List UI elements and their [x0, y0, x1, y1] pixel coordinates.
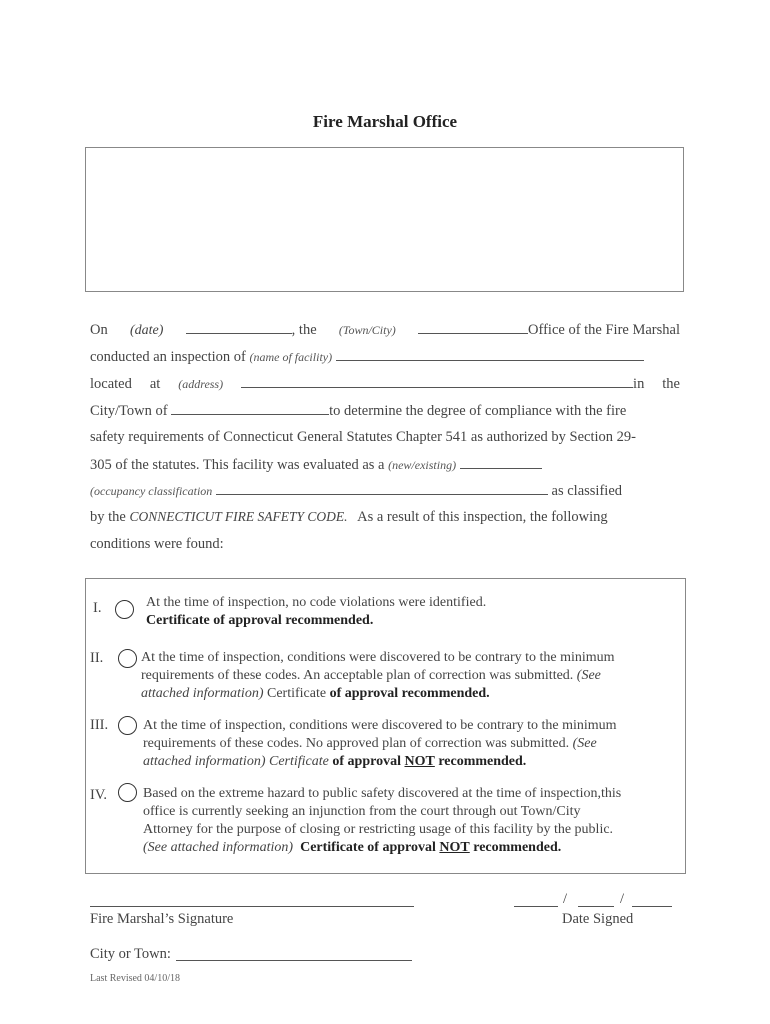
option-4-not: NOT	[439, 840, 470, 855]
option-1-numeral: I.	[93, 600, 102, 616]
intro-line-1	[90, 321, 680, 339]
option-3-approval: of approval	[332, 754, 401, 769]
date-slash-2: /	[620, 891, 625, 907]
option-1-radio[interactable]	[115, 600, 134, 619]
located-label: located	[90, 376, 132, 392]
town-field[interactable]	[418, 321, 528, 334]
option-4-see: (See attached information)	[143, 840, 294, 855]
determine-text: to determine the degree of compliance with the fire	[329, 403, 627, 419]
new-existing-hint: (new/existing)	[388, 458, 457, 472]
town-hint: (Town/City)	[338, 323, 396, 337]
date-day-field[interactable]	[578, 906, 614, 907]
intro-line-7	[90, 482, 680, 500]
option-4-numeral: IV.	[90, 787, 108, 803]
option-2-radio[interactable]	[118, 649, 137, 668]
option-2-recommended: of approval recommended.	[329, 686, 490, 701]
at-label: at	[149, 376, 161, 392]
option-4-text	[143, 785, 621, 857]
option-3-radio[interactable]	[118, 716, 137, 735]
intro-line-3	[90, 375, 680, 393]
option-3-text	[143, 717, 617, 771]
option-2-line-2	[141, 667, 615, 685]
option-3-line-2-text: requirements of these codes. No approved plan of correction was submitted.	[143, 736, 570, 751]
date-signed-label: Date Signed	[562, 911, 634, 927]
header-box	[85, 147, 684, 292]
option-4-radio[interactable]	[118, 783, 137, 802]
occupancy-hint: (occupancy classification	[90, 484, 213, 498]
code-name: CONNECTICUT FIRE SAFETY CODE.	[129, 509, 348, 524]
option-2-attached: attached information)	[141, 686, 264, 701]
option-4-line-3: Attorney for the purpose of closing or restricting usage of this facility by the public.	[143, 822, 614, 837]
evaluated-text: 305 of the statutes. This facility was evaluated as a	[90, 457, 385, 473]
marshal-signature-field[interactable]	[90, 906, 414, 907]
option-1-line-2: Certificate of approval recommended.	[146, 613, 374, 628]
intro-line-8	[90, 509, 680, 526]
occupancy-field[interactable]	[216, 482, 548, 495]
option-2-line-3	[141, 685, 615, 703]
intro-line-6	[90, 456, 680, 474]
option-2-numeral: II.	[90, 650, 104, 666]
option-3-numeral: III.	[90, 717, 109, 733]
option-3-see: (See	[572, 736, 597, 751]
conducted-text: conducted an inspection of	[90, 349, 246, 365]
by-text: by the	[90, 509, 126, 525]
intro-line-9: conditions were found:	[90, 536, 224, 552]
facility-hint: (name of facility)	[249, 350, 333, 364]
in-label: in	[633, 376, 645, 392]
result-text: As a result of this inspection, the following	[357, 509, 608, 525]
option-2-certificate: Certificate	[267, 686, 327, 701]
date-field[interactable]	[186, 321, 292, 334]
option-4-certificate: Certificate of approval	[300, 840, 436, 855]
date-month-field[interactable]	[514, 906, 558, 907]
date-hint: (date)	[129, 323, 164, 338]
last-revised: Last Revised 04/10/18	[90, 973, 180, 984]
option-3-line-3	[143, 753, 617, 771]
intro-line-5: safety requirements of Connecticut General Statutes Chapter 541 as authorized by Section 29-	[90, 429, 637, 445]
option-2-line-2-text: requirements of these codes. An acceptable plan of correction was submitted.	[141, 668, 574, 683]
option-2-line-1: At the time of inspection, conditions were discovered to be contrary to the minimum	[141, 650, 615, 665]
the-label: , the	[291, 322, 317, 338]
address-field[interactable]	[241, 375, 633, 388]
on-label: On	[90, 322, 108, 338]
citytown-field[interactable]	[171, 402, 329, 415]
city-or-town-label: City or Town:	[90, 946, 171, 962]
office-label: Office of the Fire Marshal	[528, 322, 680, 338]
option-3-line-1: At the time of inspection, conditions were discovered to be contrary to the minimum	[143, 718, 617, 733]
intro-line-4	[90, 402, 680, 420]
date-slash-1: /	[563, 891, 568, 907]
the-label-2: the	[662, 376, 680, 392]
option-4-line-4	[143, 839, 621, 857]
option-3-recommended: recommended.	[438, 754, 527, 769]
intro-line-2	[90, 348, 680, 366]
option-1-line-1: At the time of inspection, no code violations were identified.	[146, 595, 487, 610]
option-3-not: NOT	[404, 754, 435, 769]
city-or-town-field[interactable]	[176, 960, 412, 961]
option-4-line-2: office is currently seeking an injunction from the court through out Town/City	[143, 804, 581, 819]
classified-text: as classified	[551, 483, 623, 499]
option-2-see: (See	[576, 668, 601, 683]
marshal-signature-label: Fire Marshal’s Signature	[90, 911, 234, 927]
facility-field[interactable]	[336, 348, 644, 361]
citytown-label: City/Town of	[90, 403, 168, 419]
option-1-text	[146, 594, 486, 630]
option-4-recommended: recommended.	[473, 840, 562, 855]
option-4-line-1: Based on the extreme hazard to public safety discovered at the time of inspection,this	[143, 786, 622, 801]
address-hint: (address)	[178, 377, 224, 391]
option-2-text	[141, 649, 615, 703]
date-year-field[interactable]	[632, 906, 672, 907]
option-3-attached: attached information) Certificate	[143, 754, 329, 769]
new-existing-field[interactable]	[460, 456, 542, 469]
option-3-line-2	[143, 735, 617, 753]
page-title: Fire Marshal Office	[312, 112, 458, 131]
